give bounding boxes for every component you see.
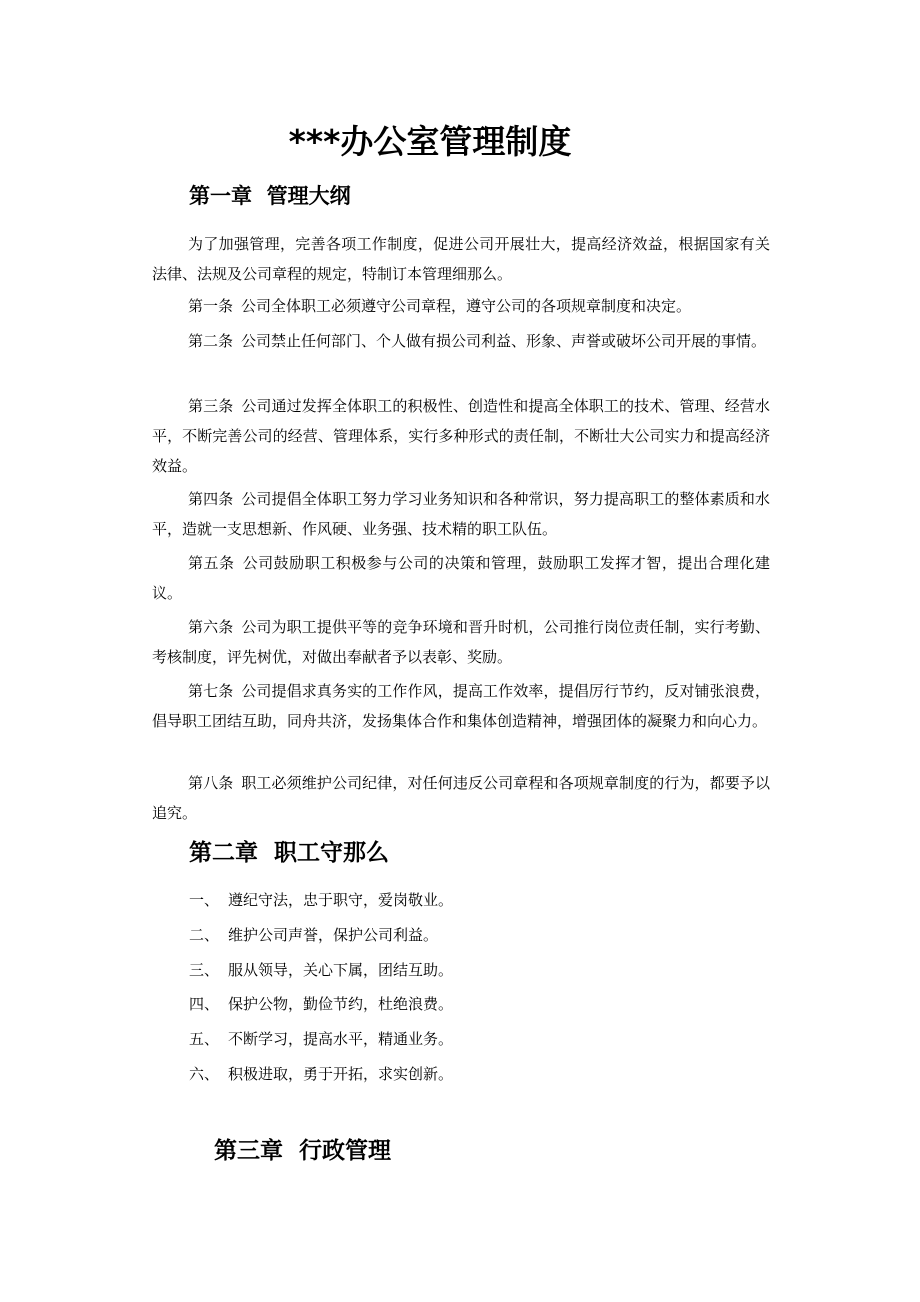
document-title: ***办公室管理制度 [288, 122, 572, 161]
article-4-label: 第四条 [188, 490, 234, 508]
chapter-1-intro: 为了加强管理，完善各项工作制度，促进公司开展壮大，提高经济效益，根据国家有关法律、法规及公司章程的规定，特制订本管理细那么。 [152, 235, 770, 283]
rule-number: 四、 [189, 995, 220, 1014]
rule-text: 维护公司声誉，保护公司利益。 [228, 925, 439, 944]
article-5 [152, 548, 770, 608]
article-7 [152, 676, 770, 736]
rule-text: 保护公物，勤俭节约，杜绝浪费。 [228, 995, 454, 1014]
rule-number: 六、 [189, 1064, 220, 1083]
rule-item [189, 989, 453, 1024]
article-1-label: 第一条 [188, 297, 234, 315]
employee-rules-list [189, 885, 453, 1094]
article-5-label: 第五条 [188, 554, 235, 572]
article-2-text: 公司禁止任何部门、个人做有损公司利益、形象、声誉或破坏公司开展的事情。 [241, 332, 767, 350]
article-5-text: 公司鼓励职工积极参与公司的决策和管理，鼓励职工发挥才智，提出合理化建议。 [152, 554, 770, 602]
article-7-label: 第七条 [188, 682, 234, 700]
article-6-label: 第六条 [188, 618, 234, 636]
rule-item [189, 955, 453, 990]
rule-text: 不断学习，提高水平，精通业务。 [228, 1030, 454, 1049]
article-2-label: 第二条 [188, 332, 234, 350]
article-4 [152, 484, 770, 544]
article-8-text: 职工必须维护公司纪律，对任何违反公司章程和各项规章制度的行为，都要予以追究。 [152, 774, 770, 822]
rule-text: 积极进取，勇于开拓，求实创新。 [228, 1064, 454, 1083]
chapter-1-heading: 第一章 管理大纲 [189, 184, 351, 208]
article-4-text: 公司提倡全体职工努力学习业务知识和各种常识，努力提高职工的整体素质和水平，造就一支思想新、作风硬、业务强、技术精的职工队伍。 [152, 490, 770, 538]
rule-text: 服从领导，关心下属，团结互助。 [228, 960, 454, 979]
article-8 [152, 768, 770, 828]
article-1-text: 公司全体职工必须遵守公司章程，遵守公司的各项规章制度和决定。 [241, 297, 692, 315]
rule-text: 遵纪守法，忠于职守，爱岗敬业。 [228, 891, 454, 909]
article-3-text: 公司通过发挥全体职工的积极性、创造性和提高全体职工的技术、管理、经营水平，不断完善公司的经营、管理体系，实行多种形式的责任制，不断壮大公司实力和提高经济效益。 [152, 397, 770, 475]
article-7-text: 公司提倡求真务实的工作作风，提高工作效率，提倡厉行节约，反对铺张浪费，倡导职工团结互助，同舟共济，发扬集体合作和集体创造精神，增强团体的凝聚力和向心力。 [152, 682, 770, 730]
article-3-label: 第三条 [188, 397, 234, 415]
rule-number: 三、 [189, 960, 220, 979]
article-6-text: 公司为职工提供平等的竞争环境和晋升时机，公司推行岗位责任制，实行考勤、考核制度，评先树优，对做出奉献者予以表彰、奖励。 [152, 618, 770, 666]
chapter-2-heading: 第二章 职工守那么 [189, 840, 390, 866]
article-2 [152, 326, 770, 356]
rule-item [189, 920, 453, 955]
rule-number: 五、 [189, 1030, 220, 1049]
rule-item [189, 885, 453, 920]
rule-number: 二、 [189, 925, 220, 944]
article-3 [152, 391, 770, 481]
chapter-3-heading: 第三章 行政管理 [214, 1138, 392, 1164]
article-1 [152, 291, 770, 321]
article-6 [152, 612, 770, 672]
rule-item [189, 1059, 453, 1094]
rule-number: 一、 [189, 891, 220, 909]
article-8-label: 第八条 [188, 774, 234, 792]
rule-item [189, 1024, 453, 1059]
